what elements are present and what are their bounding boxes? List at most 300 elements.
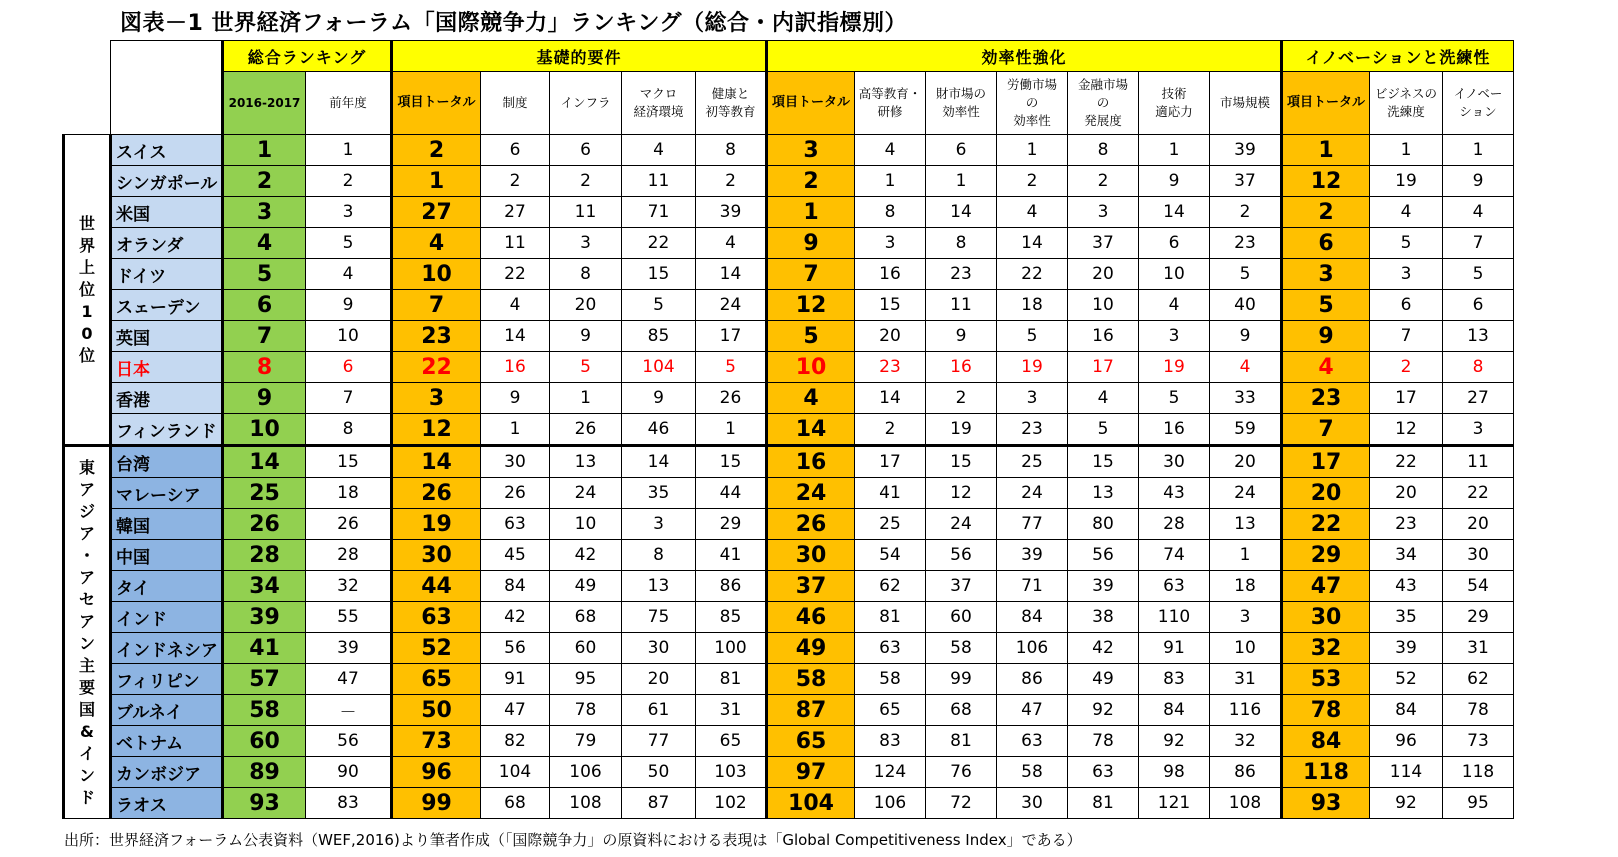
rank-cell: 91 (481, 664, 550, 695)
sub-labor-market: 労働市場 の 効率性 (997, 72, 1068, 135)
rank-cell: 20 (1443, 509, 1514, 540)
rank-cell: 42 (1068, 633, 1139, 664)
table-row (64, 321, 1514, 352)
rank-cell: 29 (1282, 540, 1370, 571)
sub-prev-year: 前年度 (306, 72, 392, 135)
rank-cell: 98 (1139, 757, 1210, 788)
side-label-east-asia (64, 446, 111, 819)
table-row (64, 446, 1514, 478)
sub-innovation-total: 項目トータル (1282, 72, 1370, 135)
rank-cell: 37 (767, 571, 855, 602)
rank-cell: 82 (481, 726, 550, 757)
sub-health: 健康と 初等教育 (696, 72, 767, 135)
rank-cell: 2 (550, 166, 622, 197)
country-name: フィリピン (111, 664, 223, 695)
rank-cell: 35 (1370, 602, 1443, 633)
country-name: 台湾 (111, 446, 223, 478)
rank-cell: 17 (696, 321, 767, 352)
rank-cell: 3 (1443, 414, 1514, 446)
country-name: カンボジア (111, 757, 223, 788)
rank-cell: 106 (550, 757, 622, 788)
rank-cell: 114 (1370, 757, 1443, 788)
side-label-text: 東 ア ジ ア ・ ア セ ア ン 主 要 国 & イ ン ド (78, 457, 95, 807)
rank-cell: 62 (1443, 664, 1514, 695)
rank-cell: 3 (306, 197, 392, 228)
rank-cell: 19 (1370, 166, 1443, 197)
rank-cell: 11 (481, 228, 550, 259)
country-name: 韓国 (111, 509, 223, 540)
rank-cell: 118 (1282, 757, 1370, 788)
rank-cell: 26 (306, 509, 392, 540)
rank-cell: 92 (1068, 695, 1139, 726)
rank-cell: 7 (223, 321, 306, 352)
rank-cell: 9 (306, 290, 392, 321)
rank-cell: 60 (223, 726, 306, 757)
rank-cell: 34 (1370, 540, 1443, 571)
rank-cell: 83 (306, 788, 392, 819)
rank-cell: 5 (306, 228, 392, 259)
rank-cell: 1 (481, 414, 550, 446)
rank-cell: 45 (481, 540, 550, 571)
rank-cell: 2 (481, 166, 550, 197)
rank-cell: 8 (550, 259, 622, 290)
rank-cell: 1 (767, 197, 855, 228)
side-label-top10 (64, 135, 111, 446)
rank-cell: 25 (223, 478, 306, 509)
rank-cell: 44 (696, 478, 767, 509)
rank-cell: 9 (926, 321, 997, 352)
rank-cell: 5 (550, 352, 622, 383)
rank-cell: 77 (997, 509, 1068, 540)
rank-cell: 9 (622, 383, 696, 414)
rank-cell: 77 (622, 726, 696, 757)
rank-cell: 18 (306, 478, 392, 509)
rank-cell: 23 (855, 352, 926, 383)
rank-cell: 84 (481, 571, 550, 602)
rank-cell: 9 (1139, 166, 1210, 197)
rank-cell: 14 (392, 446, 481, 478)
rank-cell: 1 (855, 166, 926, 197)
rank-cell: 15 (622, 259, 696, 290)
rank-cell: 11 (1443, 446, 1514, 478)
rank-cell: 26 (767, 509, 855, 540)
table-row (64, 166, 1514, 197)
rank-cell: 4 (306, 259, 392, 290)
table-row (64, 259, 1514, 290)
rank-cell: 14 (767, 414, 855, 446)
rank-cell: 26 (696, 383, 767, 414)
rank-cell: 20 (1068, 259, 1139, 290)
rank-cell: 91 (1139, 633, 1210, 664)
rank-cell: 9 (1210, 321, 1282, 352)
rank-cell: 4 (767, 383, 855, 414)
rank-cell: 7 (767, 259, 855, 290)
country-name: インドネシア (111, 633, 223, 664)
rank-cell: 22 (481, 259, 550, 290)
rank-cell: 68 (550, 602, 622, 633)
rank-cell: 6 (926, 135, 997, 166)
rank-cell: 72 (926, 788, 997, 819)
rank-cell: 54 (1443, 571, 1514, 602)
rank-cell: 10 (392, 259, 481, 290)
rank-cell: 63 (1068, 757, 1139, 788)
rank-cell: 92 (1139, 726, 1210, 757)
rank-cell: 2 (767, 166, 855, 197)
rank-cell: 86 (696, 571, 767, 602)
country-name: インド (111, 602, 223, 633)
rank-cell: 20 (1210, 446, 1282, 478)
sub-basic-total: 項目トータル (392, 72, 481, 135)
rank-cell: 81 (855, 602, 926, 633)
rank-cell: 22 (1443, 478, 1514, 509)
table-row (64, 290, 1514, 321)
rank-cell: 14 (997, 228, 1068, 259)
rank-cell: 12 (392, 414, 481, 446)
country-name: スェーデン (111, 290, 223, 321)
country-name: タイ (111, 571, 223, 602)
rank-cell: 3 (1282, 259, 1370, 290)
rank-cell: 6 (1282, 228, 1370, 259)
sub-financial-market: 金融市場 の 発展度 (1068, 72, 1139, 135)
country-name: スイス (111, 135, 223, 166)
rank-cell: 20 (1370, 478, 1443, 509)
sub-efficiency-total: 項目トータル (767, 72, 855, 135)
rank-cell: 2 (926, 383, 997, 414)
rank-cell: 37 (1210, 166, 1282, 197)
country-name: ドイツ (111, 259, 223, 290)
rank-cell: 18 (997, 290, 1068, 321)
rank-cell: 14 (926, 197, 997, 228)
rank-cell: 28 (223, 540, 306, 571)
rank-cell: 84 (997, 602, 1068, 633)
rank-cell: 18 (1210, 571, 1282, 602)
sub-higher-edu: 高等教育・ 研修 (855, 72, 926, 135)
rank-cell: 4 (392, 228, 481, 259)
table-row (64, 414, 1514, 446)
rank-cell: 1 (696, 414, 767, 446)
rank-cell: 73 (392, 726, 481, 757)
rank-cell: 43 (1139, 478, 1210, 509)
rank-cell: 3 (392, 383, 481, 414)
group-header-innovation: イノベーションと洗練性 (1282, 41, 1514, 72)
rank-cell: 30 (997, 788, 1068, 819)
rank-cell: 14 (696, 259, 767, 290)
rank-cell: 31 (696, 695, 767, 726)
rank-cell: 1 (1370, 135, 1443, 166)
rank-cell: 32 (1282, 633, 1370, 664)
rank-cell: 11 (926, 290, 997, 321)
rank-cell: 25 (855, 509, 926, 540)
rank-cell: 12 (767, 290, 855, 321)
rank-cell: 9 (1282, 321, 1370, 352)
rank-cell: 26 (392, 478, 481, 509)
rank-cell: 8 (306, 414, 392, 446)
rank-cell: 39 (1370, 633, 1443, 664)
rank-cell: 28 (1139, 509, 1210, 540)
rank-cell: 84 (1370, 695, 1443, 726)
rank-cell: 63 (481, 509, 550, 540)
rank-cell: 6 (223, 290, 306, 321)
rank-cell: 1 (306, 135, 392, 166)
rank-cell: 4 (1139, 290, 1210, 321)
rank-cell: 50 (392, 695, 481, 726)
rank-cell: 87 (622, 788, 696, 819)
rank-cell: 1 (1139, 135, 1210, 166)
rank-cell: 5 (1068, 414, 1139, 446)
rank-cell: 20 (855, 321, 926, 352)
rank-cell: 4 (223, 228, 306, 259)
rank-cell: 13 (1443, 321, 1514, 352)
rank-cell: 6 (1139, 228, 1210, 259)
rank-cell: 37 (1068, 228, 1139, 259)
rank-cell: 33 (1210, 383, 1282, 414)
rank-cell: 62 (855, 571, 926, 602)
rank-cell: 30 (1282, 602, 1370, 633)
rank-cell: 5 (1370, 228, 1443, 259)
rank-cell: 14 (223, 446, 306, 478)
rank-cell: 73 (1443, 726, 1514, 757)
country-name: 中国 (111, 540, 223, 571)
rank-cell: 15 (306, 446, 392, 478)
rank-cell: 89 (223, 757, 306, 788)
rank-cell: 5 (223, 259, 306, 290)
rank-cell: 10 (1139, 259, 1210, 290)
rank-cell: 93 (1282, 788, 1370, 819)
rank-cell: 6 (481, 135, 550, 166)
rank-cell: 44 (392, 571, 481, 602)
rank-cell: 25 (997, 446, 1068, 478)
rank-cell: 10 (1068, 290, 1139, 321)
competitiveness-table (62, 40, 1514, 819)
rank-cell: 108 (550, 788, 622, 819)
country-name: フィンランド (111, 414, 223, 446)
rank-cell: 2 (1370, 352, 1443, 383)
rank-cell: 55 (306, 602, 392, 633)
rank-cell: 13 (1068, 478, 1139, 509)
rank-cell: 76 (926, 757, 997, 788)
rank-cell: 75 (622, 602, 696, 633)
rank-cell: 8 (926, 228, 997, 259)
rank-cell: 68 (926, 695, 997, 726)
table-row (64, 664, 1514, 695)
rank-cell: 8 (622, 540, 696, 571)
rank-cell: 16 (855, 259, 926, 290)
page-title: 図表－1 世界経済フォーラム「国際競争力」ランキング（総合・内訳指標別） (120, 11, 907, 36)
rank-cell: 5 (1139, 383, 1210, 414)
rank-cell: 47 (306, 664, 392, 695)
source-note: 出所：世界経済フォーラム公表資料（WEF,2016)より筆者作成（「国際競争力」の原資料における表現は「Global Competitiveness Index」である） (64, 831, 1082, 849)
rank-cell: 1 (392, 166, 481, 197)
rank-cell: 16 (1068, 321, 1139, 352)
rank-cell: 3 (1370, 259, 1443, 290)
sub-goods-market: 財市場の 効率性 (926, 72, 997, 135)
rank-cell: 5 (997, 321, 1068, 352)
rank-cell: 110 (1139, 602, 1210, 633)
rank-cell: 104 (767, 788, 855, 819)
rank-cell: 13 (622, 571, 696, 602)
rank-cell: 6 (1370, 290, 1443, 321)
rank-cell: 90 (306, 757, 392, 788)
rank-cell: 83 (1139, 664, 1210, 695)
rank-cell: 40 (1210, 290, 1282, 321)
table-row (64, 509, 1514, 540)
rank-cell: 49 (767, 633, 855, 664)
rank-cell: 19 (926, 414, 997, 446)
table-row (64, 135, 1514, 166)
rank-cell: 7 (1443, 228, 1514, 259)
rank-cell: 17 (1068, 352, 1139, 383)
rank-cell: 3 (855, 228, 926, 259)
rank-cell: 4 (1282, 352, 1370, 383)
rank-cell: 4 (1443, 197, 1514, 228)
rank-cell: 65 (696, 726, 767, 757)
rank-cell: 24 (767, 478, 855, 509)
rank-cell: 13 (1210, 509, 1282, 540)
rank-cell: 31 (1210, 664, 1282, 695)
table-row (64, 695, 1514, 726)
rank-cell: 23 (1370, 509, 1443, 540)
rank-cell: 47 (997, 695, 1068, 726)
rank-cell: 1 (223, 135, 306, 166)
rank-cell: 56 (1068, 540, 1139, 571)
rank-cell: 24 (926, 509, 997, 540)
rank-cell: 16 (1139, 414, 1210, 446)
rank-cell: 10 (1210, 633, 1282, 664)
rank-cell: 10 (550, 509, 622, 540)
rank-cell: 41 (855, 478, 926, 509)
rank-cell: 23 (1282, 383, 1370, 414)
rank-cell: 80 (1068, 509, 1139, 540)
rank-cell: 6 (550, 135, 622, 166)
rank-cell: 58 (223, 695, 306, 726)
rank-cell: 52 (392, 633, 481, 664)
rank-cell: 14 (481, 321, 550, 352)
rank-cell: 12 (926, 478, 997, 509)
table-row (64, 197, 1514, 228)
rank-cell: 85 (696, 602, 767, 633)
country-name: 米国 (111, 197, 223, 228)
rank-cell: 8 (696, 135, 767, 166)
rank-cell: 50 (622, 757, 696, 788)
rank-cell: 83 (855, 726, 926, 757)
rank-cell: 7 (1282, 414, 1370, 446)
rank-cell: 24 (696, 290, 767, 321)
side-label-text: 世 界 上 位 1 0 位 (78, 213, 95, 365)
rank-cell: 2 (696, 166, 767, 197)
rank-cell: 16 (926, 352, 997, 383)
rank-cell: 121 (1139, 788, 1210, 819)
rank-cell: 4 (696, 228, 767, 259)
rank-cell: 2 (306, 166, 392, 197)
table-row (64, 788, 1514, 819)
rank-cell: 106 (997, 633, 1068, 664)
table-row (64, 383, 1514, 414)
rank-cell: 22 (997, 259, 1068, 290)
rank-cell: 30 (767, 540, 855, 571)
country-name: ブルネイ (111, 695, 223, 726)
rank-cell: 10 (306, 321, 392, 352)
rank-cell: 58 (997, 757, 1068, 788)
rank-cell: 30 (1139, 446, 1210, 478)
rank-cell: 17 (855, 446, 926, 478)
rank-cell: 27 (1443, 383, 1514, 414)
rank-cell: 37 (926, 571, 997, 602)
rank-cell: 23 (1210, 228, 1282, 259)
country-name: 日本 (111, 352, 223, 383)
rank-cell: 9 (767, 228, 855, 259)
rank-cell: 3 (1210, 602, 1282, 633)
rank-cell: 106 (855, 788, 926, 819)
rank-cell: 32 (306, 571, 392, 602)
rank-cell: 9 (481, 383, 550, 414)
rank-cell: 3 (1068, 197, 1139, 228)
rank-cell: 95 (550, 664, 622, 695)
country-name: ラオス (111, 788, 223, 819)
rank-cell: 52 (1370, 664, 1443, 695)
rank-cell: 63 (392, 602, 481, 633)
rank-cell: 29 (696, 509, 767, 540)
rank-cell: 57 (223, 664, 306, 695)
rank-cell: 17 (1370, 383, 1443, 414)
sub-2016-2017: 2016-2017 (223, 72, 306, 135)
rank-cell: 4 (1370, 197, 1443, 228)
rank-cell: 3 (767, 135, 855, 166)
rank-cell: 39 (223, 602, 306, 633)
rank-cell: 24 (550, 478, 622, 509)
country-name: シンガポール (111, 166, 223, 197)
rank-cell: 5 (696, 352, 767, 383)
sub-tech-readiness: 技術 適応力 (1139, 72, 1210, 135)
table-row (64, 352, 1514, 383)
rank-cell: 71 (622, 197, 696, 228)
rank-cell: 59 (1210, 414, 1282, 446)
rank-cell: 79 (550, 726, 622, 757)
rank-cell: 15 (696, 446, 767, 478)
rank-cell: 4 (997, 197, 1068, 228)
rank-cell: 1 (550, 383, 622, 414)
rank-cell: 5 (1443, 259, 1514, 290)
rank-cell: 42 (481, 602, 550, 633)
corner-blank (64, 41, 111, 135)
rank-cell: 43 (1370, 571, 1443, 602)
rank-cell: 39 (306, 633, 392, 664)
rank-cell: 65 (855, 695, 926, 726)
rank-cell: 23 (926, 259, 997, 290)
rank-cell: 29 (1443, 602, 1514, 633)
rank-cell: 95 (1443, 788, 1514, 819)
rank-cell: 118 (1443, 757, 1514, 788)
rank-cell: 46 (767, 602, 855, 633)
rank-cell: 27 (392, 197, 481, 228)
rank-cell: 14 (622, 446, 696, 478)
rank-cell: 30 (481, 446, 550, 478)
rank-cell: － (306, 695, 392, 726)
group-header-efficiency: 効率性強化 (767, 41, 1282, 72)
rank-cell: 56 (481, 633, 550, 664)
rank-cell: 16 (767, 446, 855, 478)
rank-cell: 81 (696, 664, 767, 695)
rank-cell: 8 (223, 352, 306, 383)
rank-cell: 63 (997, 726, 1068, 757)
group-header-overall: 総合ランキング (223, 41, 392, 72)
rank-cell: 14 (1139, 197, 1210, 228)
rank-cell: 2 (223, 166, 306, 197)
rank-cell: 14 (855, 383, 926, 414)
rank-cell: 1 (926, 166, 997, 197)
sub-infrastructure: インフラ (550, 72, 622, 135)
rank-cell: 2 (1210, 197, 1282, 228)
rank-cell: 49 (1068, 664, 1139, 695)
